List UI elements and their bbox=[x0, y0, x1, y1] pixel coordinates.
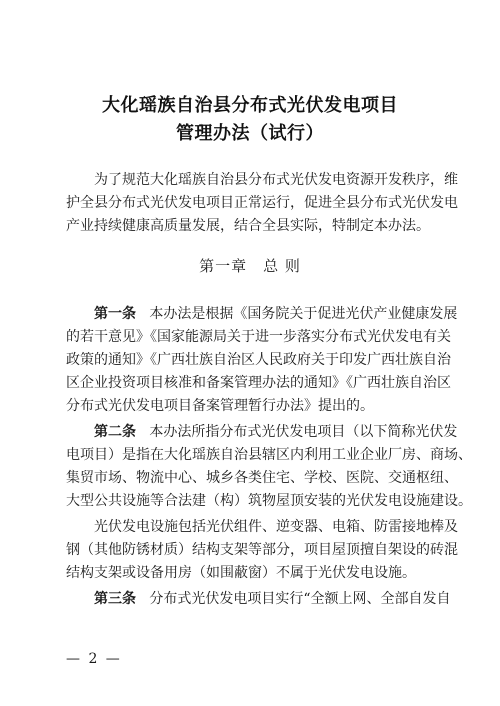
article-2-line-3: 集贸市场、物流中心、城乡各类住宅、学校、医院、交通枢纽、 bbox=[66, 470, 458, 486]
article-2-label: 第二条 bbox=[94, 424, 136, 440]
article-1-line-1 bbox=[66, 304, 458, 324]
article-2-line-4: 大型公共设施等合法建（构）筑物屋顶安装的光伏发电设施建设。 bbox=[66, 493, 472, 509]
article-1-text-1: 本办法是根据《国务院关于促进光伏产业健康发展 bbox=[149, 306, 458, 322]
article-1-line-3: 政策的通知》《广西壮族自治区人民政府关于印发广西壮族自治 bbox=[66, 352, 451, 368]
preamble-line-3: 产业持续健康高质量发展，结合全县实际，特制定本办法。 bbox=[66, 218, 430, 234]
paragraph-3-line-3: 结构支架或设备用房（如围蔽窗）不属于光伏发电设施。 bbox=[66, 565, 416, 581]
page-number: — 2 — bbox=[66, 651, 122, 667]
document-title-line-2: 管理办法（试行） bbox=[176, 123, 324, 144]
document-title-line-1: 大化瑶族自治县分布式光伏发电项目 bbox=[102, 95, 398, 116]
article-1-line-2: 的若干意见》《国家能源局关于进一步落实分布式光伏发电有关 bbox=[66, 329, 451, 345]
article-1-line-5: 分布式光伏发电项目备案管理暂行办法》提出的。 bbox=[66, 398, 374, 414]
article-2-line-1 bbox=[66, 422, 458, 442]
paragraph-3-line-2: 钢（其他防锈材质）结构支架等部分，项目屋顶擅自架设的砖混 bbox=[66, 542, 458, 558]
article-2-text-1: 本办法所指分布式光伏发电项目（以下简称光伏发 bbox=[149, 424, 458, 440]
paragraph-3-line-1: 光伏发电设施包括光伏组件、逆变器、电箱、防雷接地棒及 bbox=[94, 519, 458, 535]
article-3-line-1 bbox=[66, 589, 451, 609]
article-1-label: 第一条 bbox=[94, 306, 136, 322]
chapter-heading: 第一章 总 则 bbox=[199, 257, 301, 275]
article-1-line-4: 区企业投资项目核准和备案管理办法的通知》《广西壮族自治区 bbox=[66, 375, 451, 391]
preamble-line-1: 为了规范大化瑶族自治县分布式光伏发电资源开发秩序，维 bbox=[94, 172, 458, 188]
article-3-text-1: 分布式光伏发电项目实行“全额上网、全部自发自 bbox=[149, 591, 451, 607]
preamble-line-2: 护全县分布式光伏发电项目正常运行，促进全县分布式光伏发电 bbox=[66, 195, 458, 211]
article-3-label: 第三条 bbox=[94, 591, 136, 607]
article-2-line-2: 电项目）是指在大化瑶族自治县辖区内利用工业企业厂房、商场、 bbox=[66, 447, 472, 463]
